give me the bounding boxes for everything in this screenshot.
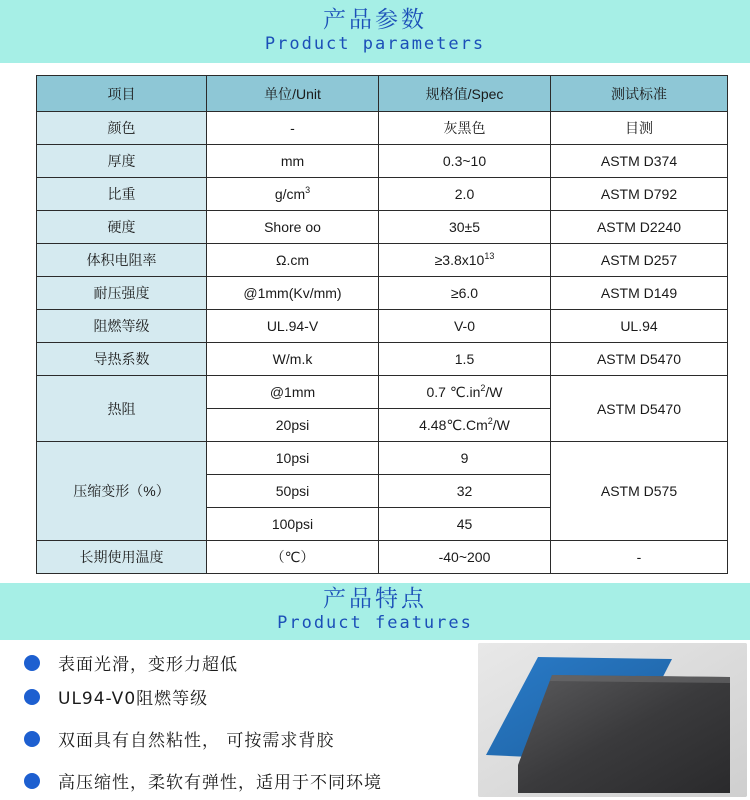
spec-cell: 2.0 — [379, 178, 551, 211]
spec-cell: -40~200 — [379, 541, 551, 574]
spec-cell: 32 — [379, 475, 551, 508]
standard-cell: ASTM D257 — [551, 244, 728, 277]
bullet-icon — [24, 731, 40, 747]
standard-cell: ASTM D575 — [551, 442, 728, 541]
unit-text: g/cm — [274, 186, 306, 202]
spec-cell: ≥6.0 — [379, 277, 551, 310]
params-title-cn: 产品参数 — [323, 7, 427, 33]
features-banner — [0, 583, 750, 640]
thermal-pad-sheets-image — [478, 643, 747, 797]
unit-cell: 10psi — [207, 442, 379, 475]
unit-cell: Shore oo — [207, 211, 379, 244]
spec-tail: /W — [485, 383, 503, 400]
feature-text: 表面光滑，变形力超低 — [58, 655, 238, 675]
grey-sheet — [518, 675, 730, 793]
spec-cell: 30±5 — [379, 211, 551, 244]
table-row — [37, 178, 728, 211]
header-unit: 单位/Unit — [207, 76, 379, 112]
table-row — [37, 277, 728, 310]
item-cell: 压缩变形（%） — [37, 442, 207, 541]
feature-text: 双面具有自然粘性， 可按需求背胶 — [58, 731, 335, 751]
spec-superscript: 13 — [484, 251, 495, 261]
spec-cell: 1.5 — [379, 343, 551, 376]
spec-text: 4.48℃.Cm — [419, 416, 488, 433]
spec-cell — [379, 409, 551, 442]
item-cell: 导热系数 — [37, 343, 207, 376]
standard-cell: ASTM D792 — [551, 178, 728, 211]
header-spec: 规格值/Spec — [379, 76, 551, 112]
unit-cell: Ω.cm — [207, 244, 379, 277]
table-row — [37, 376, 728, 409]
item-cell: 颜色 — [37, 112, 207, 145]
spec-tail: /W — [492, 416, 510, 433]
item-cell: 硬度 — [37, 211, 207, 244]
item-cell: 厚度 — [37, 145, 207, 178]
item-cell: 长期使用温度 — [37, 541, 207, 574]
unit-cell: 100psi — [207, 508, 379, 541]
item-cell: 耐压强度 — [37, 277, 207, 310]
standard-cell: 目测 — [551, 112, 728, 145]
feature-text: 高压缩性，柔软有弹性，适用于不同环境 — [58, 773, 382, 793]
standard-cell: ASTM D2240 — [551, 211, 728, 244]
table-row — [37, 112, 728, 145]
unit-cell: 50psi — [207, 475, 379, 508]
table-row — [37, 343, 728, 376]
table-row — [37, 310, 728, 343]
item-cell: 阻燃等级 — [37, 310, 207, 343]
spec-superscript: 2 — [487, 415, 493, 426]
spec-cell: 0.3~10 — [379, 145, 551, 178]
unit-cell: （℃） — [207, 541, 379, 574]
params-banner — [0, 0, 750, 63]
spec-cell: V-0 — [379, 310, 551, 343]
unit-cell: - — [207, 112, 379, 145]
header-standard: 测试标准 — [551, 76, 728, 112]
spec-superscript: 2 — [480, 382, 486, 393]
list-item — [24, 768, 382, 793]
spec-text: 0.7 ℃.in — [426, 383, 481, 400]
standard-cell: ASTM D5470 — [551, 343, 728, 376]
item-cell: 比重 — [37, 178, 207, 211]
list-item — [24, 684, 208, 709]
table-row — [37, 541, 728, 574]
spec-cell: 45 — [379, 508, 551, 541]
unit-cell: W/m.k — [207, 343, 379, 376]
sheets-illustration — [478, 643, 747, 797]
item-cell: 体积电阻率 — [37, 244, 207, 277]
spec-table — [36, 75, 728, 574]
feature-text: UL94-V0阻燃等级 — [58, 689, 209, 709]
params-title-en: Product parameters — [264, 34, 486, 54]
table-header-row — [37, 76, 728, 112]
table-row — [37, 211, 728, 244]
unit-cell: @1mm(Kv/mm) — [207, 277, 379, 310]
unit-superscript: 3 — [305, 185, 311, 195]
unit-cell: mm — [207, 145, 379, 178]
standard-cell: ASTM D149 — [551, 277, 728, 310]
standard-cell: - — [551, 541, 728, 574]
unit-cell: UL.94-V — [207, 310, 379, 343]
standard-cell: ASTM D5470 — [551, 376, 728, 442]
bullet-icon — [24, 773, 40, 789]
spec-cell: 灰黑色 — [379, 112, 551, 145]
table-row — [37, 244, 728, 277]
unit-cell — [207, 178, 379, 211]
bullet-icon — [24, 655, 40, 671]
table-row — [37, 442, 728, 475]
unit-cell: @1mm — [207, 376, 379, 409]
spec-cell — [379, 244, 551, 277]
unit-cell: 20psi — [207, 409, 379, 442]
item-cell: 热阻 — [37, 376, 207, 442]
standard-cell: UL.94 — [551, 310, 728, 343]
features-title-cn: 产品特点 — [323, 586, 427, 612]
table-row — [37, 145, 728, 178]
list-item — [24, 726, 334, 751]
standard-cell: ASTM D374 — [551, 145, 728, 178]
spec-text: ≥3.8x10 — [434, 252, 485, 268]
header-item: 项目 — [37, 76, 207, 112]
spec-cell: 9 — [379, 442, 551, 475]
list-item — [24, 650, 238, 675]
features-title-en: Product features — [277, 613, 473, 633]
spec-cell — [379, 376, 551, 409]
bullet-icon — [24, 689, 40, 705]
